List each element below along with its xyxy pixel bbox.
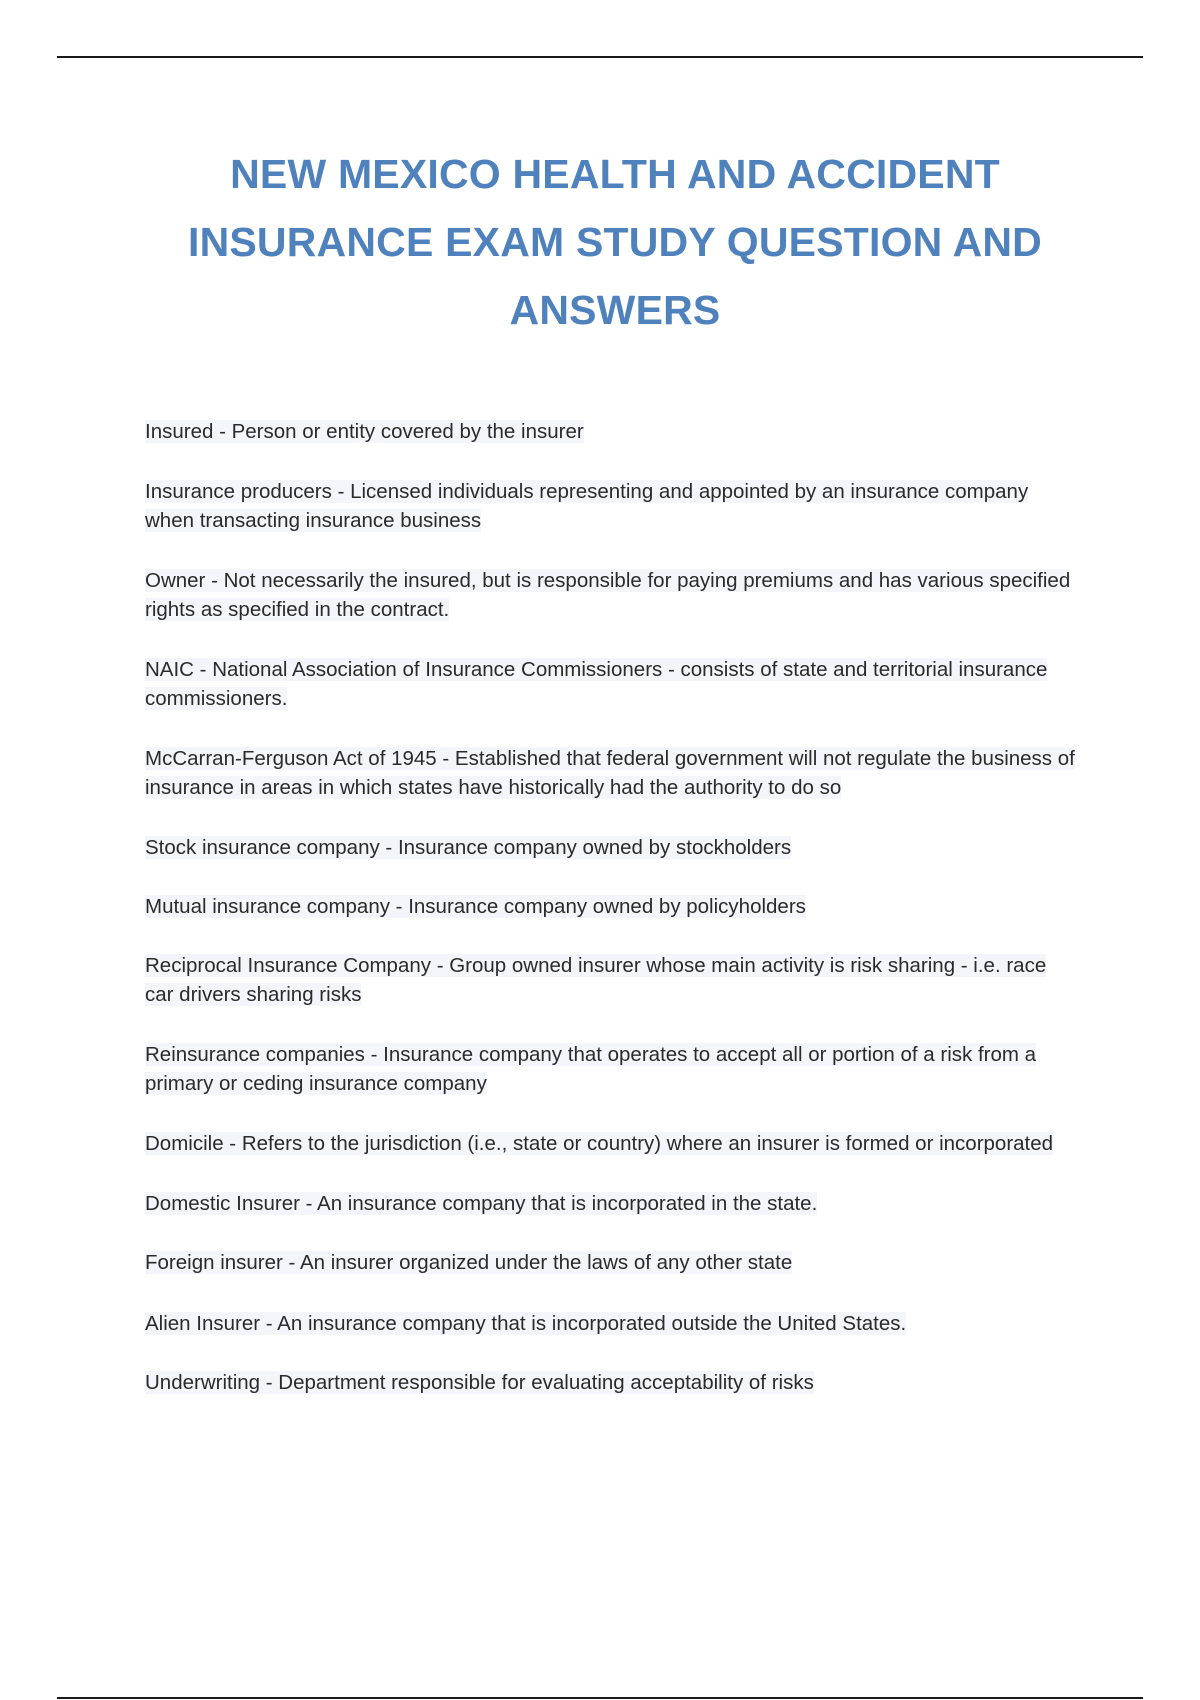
definition-text: Stock insurance company - Insurance company owned by stockholders: [145, 836, 792, 859]
definition-text: Owner - Not necessarily the insured, but is responsible for paying premiums and has various specified rights as specified in the contract.: [145, 569, 1071, 621]
definition-entry: [145, 744, 1075, 802]
top-rule: [57, 56, 1143, 58]
definition-entry: [145, 833, 1075, 862]
definition-entry: [145, 1129, 1075, 1158]
title-line-2: INSURANCE EXAM STUDY QUESTION AND: [187, 219, 1042, 265]
definition-text: Insurance producers - Licensed individuals representing and appointed by an insurance company when transacting insurance business: [145, 480, 1029, 532]
title-line-3: ANSWERS: [509, 287, 721, 333]
bottom-rule: [57, 1697, 1143, 1699]
definition-entry: [145, 1189, 1075, 1218]
definition-entry: [145, 1248, 1075, 1277]
definition-text: Mutual insurance company - Insurance company owned by policyholders: [145, 895, 806, 918]
definition-entry: [145, 566, 1075, 624]
definition-text: Alien Insurer - An insurance company that is incorporated outside the United States.: [145, 1312, 907, 1335]
definition-entry: [145, 892, 1075, 921]
definition-entry: [145, 1309, 1075, 1338]
title-line-1: NEW MEXICO HEALTH AND ACCIDENT: [230, 151, 1000, 197]
document-title: [150, 140, 1080, 344]
definition-entry: [145, 1040, 1075, 1098]
definition-text: NAIC - National Association of Insurance Commissioners - consists of state and territorial insurance commissioners.: [145, 658, 1048, 710]
definition-text: Foreign insurer - An insurer organized under the laws of any other state: [145, 1251, 793, 1274]
definition-text: Reciprocal Insurance Company - Group owned insurer whose main activity is risk sharing - i.e. race car drivers sharing risks: [145, 954, 1047, 1006]
definition-text: Insured - Person or entity covered by the insurer: [145, 420, 584, 443]
definition-entry: [145, 477, 1075, 535]
definition-text: Domicile - Refers to the jurisdiction (i.e., state or country) where an insurer is formed or incorporated: [145, 1132, 1054, 1155]
definition-list: [145, 417, 1075, 1397]
definition-text: Reinsurance companies - Insurance company that operates to accept all or portion of a risk from a primary or ceding insurance company: [145, 1043, 1037, 1095]
definition-entry: [145, 417, 1075, 446]
definition-entry: [145, 951, 1075, 1009]
definition-text: McCarran-Ferguson Act of 1945 - Established that federal government will not regulate the business of insurance in areas in which states have historically had the authority to do so: [145, 747, 1075, 799]
definition-text: Underwriting - Department responsible for evaluating acceptability of risks: [145, 1371, 814, 1394]
definition-text: Domestic Insurer - An insurance company that is incorporated in the state.: [145, 1192, 818, 1215]
definition-entry: [145, 655, 1075, 713]
definition-entry: [145, 1368, 1075, 1397]
